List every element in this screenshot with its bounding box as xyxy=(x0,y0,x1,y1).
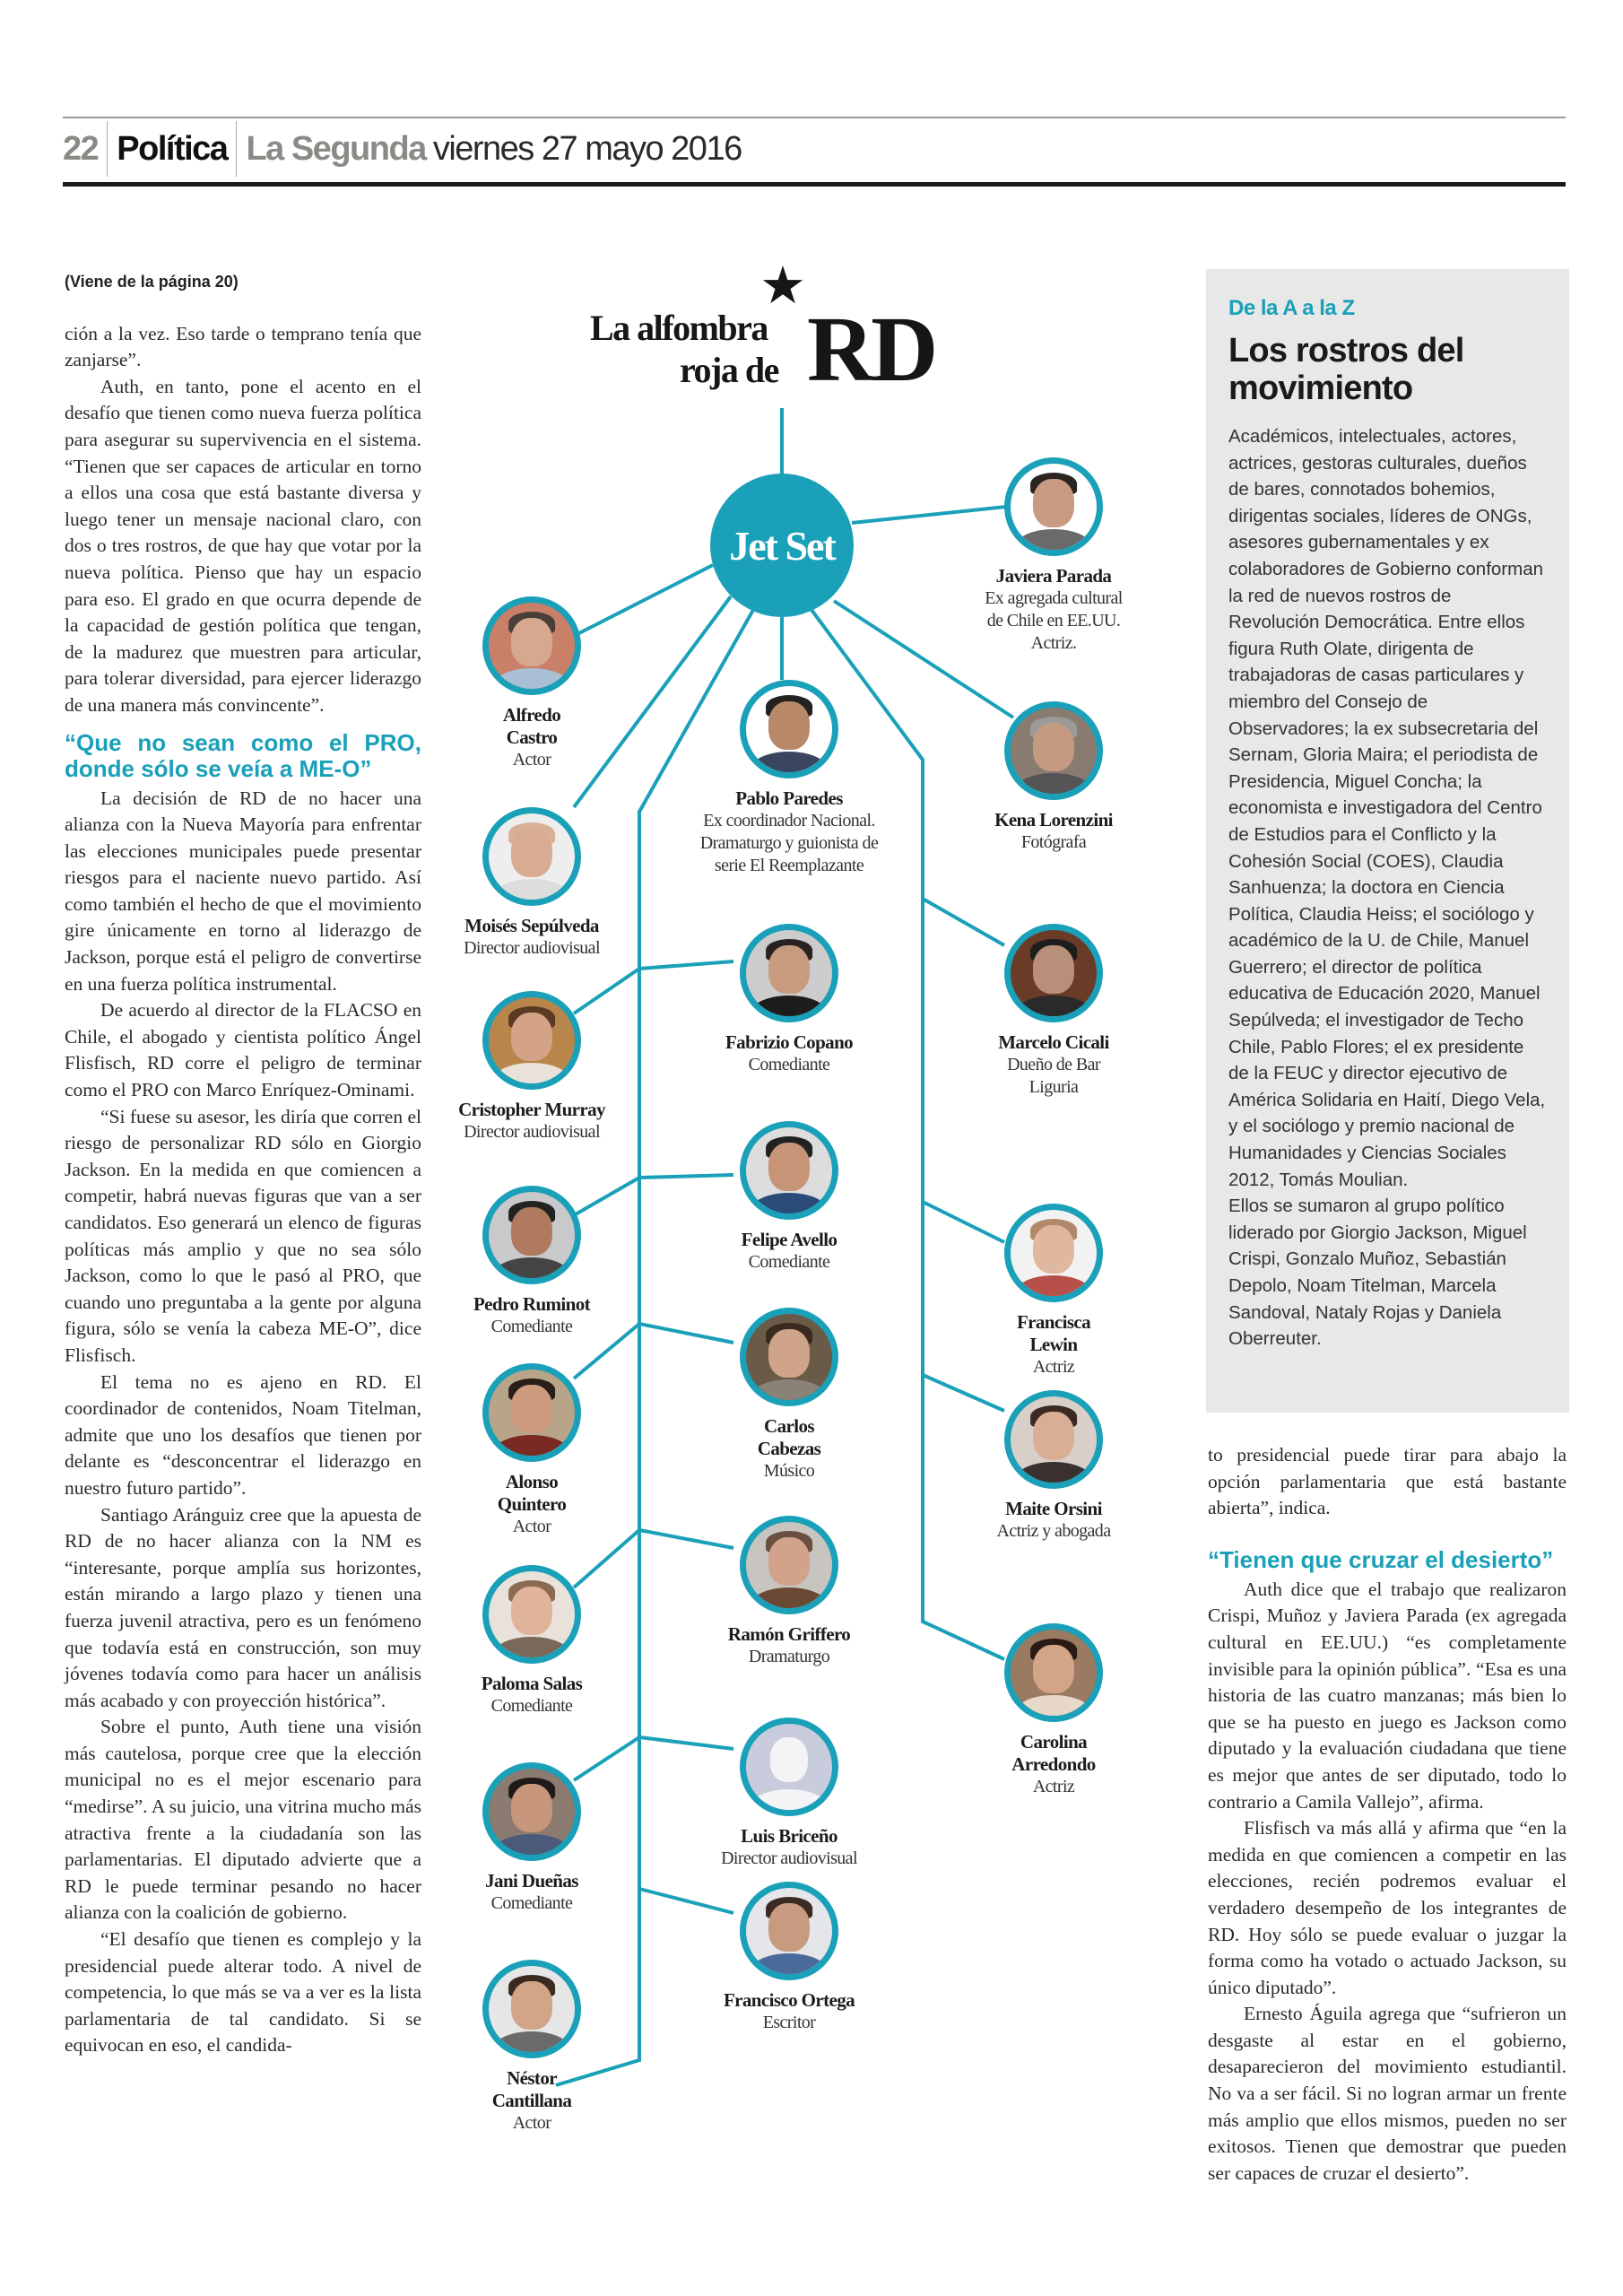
article-paragraph: Flisfisch va más allá y afirma que “en la medida en que comiencen a competir en las elecciones, recién podremos evaluar el verdadero desempeño de los integrantes de RD. Hoy sólo se puede evaluar o juzgar la forma como ha votado o actuado Jackson, su único diputado”. xyxy=(1208,1817,1567,1998)
continued-from-label: (Viene de la página 20) xyxy=(65,273,239,291)
person-role: Dramaturgo xyxy=(748,1647,830,1666)
person-node xyxy=(686,1121,892,1274)
person-node xyxy=(429,807,635,960)
person-role: Actriz xyxy=(1032,1357,1075,1377)
person-photo xyxy=(482,596,581,695)
person-node xyxy=(686,1882,892,2034)
person-photo xyxy=(740,680,838,778)
article-paragraph: ción a la vez. Eso tarde o temprano tenía que zanjarse”. xyxy=(65,322,421,371)
person-photo xyxy=(482,807,581,906)
person-node xyxy=(429,991,635,1144)
person-name: Ramón Griffero xyxy=(727,1623,851,1645)
header-bottom-rule xyxy=(63,182,1566,187)
person-node xyxy=(950,457,1157,655)
person-role: Comediante xyxy=(490,1696,573,1716)
person-role: Comediante xyxy=(490,1893,573,1913)
person-name: Alfredo Castro xyxy=(502,704,561,748)
article-paragraph: Santiago Aránguiz cree que la apuesta de RD de no hacer alianza con la NM es “interesante, porque amplía sus horizontes, están mirando a largo plazo y tienen una fuerza juvenil atractiva, pero es un fenómeno que todavía está en construcción, son muy jóvenes todavía como para hacer un análisis más acabado y con proyección histórica”. xyxy=(65,1503,421,1711)
person-photo xyxy=(1004,457,1103,556)
left-article-column xyxy=(65,269,421,2059)
person-photo xyxy=(1004,1204,1103,1302)
person-node xyxy=(950,1204,1157,1378)
person-name: Pedro Ruminot xyxy=(473,1293,591,1315)
person-role: Ex coordinador Nacional. Dramaturgo y guionista de serie El Reemplazante xyxy=(699,811,879,875)
person-role: Director audiovisual xyxy=(721,1848,857,1868)
person-name: Kena Lorenzini xyxy=(994,809,1113,831)
article-paragraph: La decisión de RD de no hacer una alianza con la Nueva Mayoría para enfrentar las elecciones municipales puede presentar riesgos para el naciente nuevo partido. Así como también el hecho de que el movimiento gire únicamente en torno al liderazgo de Jackson, porque está el peligro de convertirse en una fuerza política instrumental. xyxy=(65,787,421,995)
person-node xyxy=(686,924,892,1076)
person-node xyxy=(950,1623,1157,1798)
person-photo xyxy=(740,1121,838,1220)
person-role: Comediante xyxy=(748,1252,830,1272)
person-name: Javiera Parada xyxy=(995,565,1112,587)
person-role: Comediante xyxy=(490,1317,573,1336)
person-photo xyxy=(1004,1390,1103,1489)
person-role: Actor xyxy=(512,1517,551,1536)
person-name: Francisco Ortega xyxy=(723,1989,855,2011)
header-top-rule xyxy=(63,117,1566,118)
person-node xyxy=(686,1308,892,1483)
person-name: Cristopher Murray xyxy=(458,1099,605,1120)
person-photo xyxy=(740,1516,838,1614)
person-role: Actriz y abogada xyxy=(996,1521,1111,1541)
person-role: Actriz xyxy=(1032,1777,1075,1796)
section-name: Política xyxy=(108,121,237,177)
person-node xyxy=(686,680,892,877)
person-name: Luis Briceño xyxy=(741,1825,838,1847)
person-photo xyxy=(482,1186,581,1284)
person-node xyxy=(429,1565,635,1718)
person-name: Moisés Sepúlveda xyxy=(464,915,599,936)
person-name: Alonso Quintero xyxy=(497,1471,567,1515)
person-role: Ex agregada cultural de Chile en EE.UU. Actriz. xyxy=(985,588,1123,653)
article-paragraph: Ernesto Águila agrega que “sufrieron un desgaste al estar en el gobierno, desaparecieron del movimiento estudiantil. No va a ser fácil. Si no logran armar un frente más amplio que ellos mismos, pueden no ser exitosos. Tienen que demostrar que pueden ser capaces de cruzar el desierto”. xyxy=(1208,2003,1567,2184)
article-paragraph: Auth dice que el trabajo que realizaron Crispi, Muñoz y Javiera Parada (ex agregada cultural en EE.UU.) “es completamente invisible para la opinión pública”. “Esa es una historia de las cuatro manzanas; más bien lo que se ha puesto en juego es Jackson como diputado y la evaluación ciudadana que tiene es mejor que antes de ser diputado, todo lo contrario a Camila Vallejo”, afirma. xyxy=(1208,1578,1567,1813)
person-photo xyxy=(482,1565,581,1664)
person-name: Pablo Paredes xyxy=(735,787,843,809)
person-name: Carlos Cabezas xyxy=(757,1415,821,1459)
person-node xyxy=(429,1762,635,1915)
sidebar-paragraph: Académicos, intelectuales, actores, actrices, gestoras culturales, dueños de bares, connotados bohemios, dirigentas sociales, líderes de ONGs, asesores gubernamentales y ex colaboradores de Gobierno conforman la red de nuevos rostros de Revolución Democrática. Entre ellos figura Ruth Olate, dirigenta de trabajadoras de casas particulares y miembro del Consejo de Observadores; la ex subsecretaria del Sernam, Gloria Maira; el periodista de Presidencia, Miguel Concha; la economista e investigadora del Centro de Estudios para el Conflicto y la Cohesión Social (COES), Claudia Sanhuenza; la doctora en Ciencia Política, Claudia Heiss; el sociólogo y académico de la U. de Chile, Manuel Guerrero; el director de política educativa de Educación 2020, Manuel Sepúlveda; el investigador de Techo Chile, Pablo Flores; el ex presidente de la FEUC y director ejecutivo de América Solidaria en Haití, Diego Vela, y el sociólogo y premio nacional de Humanidades y Ciencias Sociales 2012, Tomás Moulian. xyxy=(1228,426,1546,1190)
person-role: Actor xyxy=(512,2113,551,2133)
page-header xyxy=(63,120,742,178)
sidebar-title: Los rostros del movimiento xyxy=(1228,332,1464,407)
article-paragraph: De acuerdo al director de la FLACSO en Chile, el abogado y cientista político Ángel Flisfisch, RD corre el peligro de terminar como el PRO con Marco Enríquez-Ominami. xyxy=(65,999,421,1101)
publication-name: La Segunda xyxy=(246,129,426,168)
person-name: Carolina Arredondo xyxy=(1011,1731,1096,1775)
issue-date: viernes 27 mayo 2016 xyxy=(432,129,742,168)
right-article-column xyxy=(1208,1442,1567,2187)
person-role: Director audiovisual xyxy=(464,938,600,958)
article-paragraph: “El desafío que tienen es complejo y la presidencial puede alterar todo. A nivel de competencia, lo que más se va a ver es la lista parlamentaria de tal candidato. Si se equivocan en eso, el candida- xyxy=(65,1928,421,2057)
article-paragraph: to presidencial puede tirar para abajo la opción parlamentaria que está bastante abierta”, indica. xyxy=(1208,1444,1567,1519)
person-role: Actor xyxy=(512,750,551,770)
person-role: Director audiovisual xyxy=(464,1122,600,1142)
person-node xyxy=(429,1186,635,1338)
person-node xyxy=(429,596,635,771)
person-photo xyxy=(740,1308,838,1406)
person-name: Jani Dueñas xyxy=(485,1870,578,1892)
infographic-title-line1: La alfombra xyxy=(590,308,768,348)
person-photo xyxy=(1004,701,1103,800)
person-role: Dueño de Bar Liguria xyxy=(1007,1055,1100,1097)
person-name: Maite Orsini xyxy=(1005,1498,1102,1519)
person-photo xyxy=(740,1882,838,1980)
person-role: Escritor xyxy=(762,2013,816,2032)
person-photo xyxy=(1004,1623,1103,1722)
person-node xyxy=(950,924,1157,1099)
article-subhead: “Tienen que cruzar el desierto” xyxy=(1208,1545,1554,1573)
person-photo xyxy=(1004,924,1103,1022)
person-node xyxy=(950,1390,1157,1543)
article-paragraph: “Si fuese su asesor, les diría que corren el riesgo de personalizar RD sólo en Giorgio Jackson. En la medida en que comiencen a competir, habrá nuevas figuras que van a ser candidatos. Eso generará un elenco de figuras políticas más amplio y que no sea sólo Jackson, como lo que le pasó al PRO, que cuando uno preguntaba a la gente por alguna figura, sólo se venía la cabeza ME-O”, dice Flisfisch. xyxy=(65,1105,421,1366)
person-photo xyxy=(482,1960,581,2058)
article-paragraph: Sobre el punto, Auth tiene una visión más cautelosa, porque cree que la elección municipal no es el mejor escenario para “medirse”. A su juicio, una vitrina mucho más atractiva frente a la ciudadanía son las parlamentarias. El diputado advierte que a RD le puede terminar pesando no hacer alianza con la coalición de gobierno. xyxy=(65,1716,421,1924)
person-photo xyxy=(482,991,581,1090)
placeholder-avatar-icon xyxy=(740,1718,838,1816)
hub-label: Jet Set xyxy=(729,522,835,569)
person-name: Fabrizio Copano xyxy=(725,1031,854,1053)
person-role: Comediante xyxy=(748,1055,830,1074)
person-photo xyxy=(482,1762,581,1861)
person-node xyxy=(429,1363,635,1538)
article-paragraph: El tema no es ajeno en RD. El coordinador de contenidos, Noam Titelman, admite que uno los desafíos que tienen por delante es “desconcentrar el liderazgo en nuestro futuro partido”. xyxy=(65,1370,421,1499)
person-name: Marcelo Cicali xyxy=(998,1031,1109,1053)
article-paragraph: Auth, en tanto, pone el acento en el desafío que tienen como nueva fuerza política para asegurar su supervivencia en el sistema. “Tienen que ser capaces de articular en torno a ellos una cosa que está bastante diversa y luego tener un mensaje nacional claro, con dos o tres rostros, de que hay que votar por la nueva política. Pienso que hay un espacio para eso. El grado en que ocurra depende de la capacidad de gestión política que tengan, de la madurez que muestren para articular, para tolerar diversidad, para ejercer liderazgo de una manera más convincente”. xyxy=(65,375,421,716)
jet-set-hub xyxy=(710,474,854,617)
person-node xyxy=(950,701,1157,854)
infographic-title-line2: roja de xyxy=(680,350,778,390)
sidebar-box xyxy=(1206,269,1569,1413)
person-role: Músico xyxy=(763,1461,815,1481)
person-name: Paloma Salas xyxy=(481,1673,583,1694)
article-subhead: “Que no sean como el PRO, donde sólo se veía a ME-O” xyxy=(65,728,421,782)
person-name: Felipe Avello xyxy=(741,1229,838,1250)
person-photo xyxy=(740,924,838,1022)
person-node xyxy=(686,1718,892,1870)
person-node xyxy=(686,1516,892,1668)
infographic-title-rd: RD xyxy=(807,298,935,401)
person-photo xyxy=(482,1363,581,1462)
sidebar-paragraph: Ellos se sumaron al grupo político liderado por Giorgio Jackson, Miguel Crispi, Gonzalo Muñoz, Sebastián Depolo, Noam Titelman, Marcela Sandoval, Nataly Rojas y Daniela Oberreuter. xyxy=(1228,1196,1527,1350)
person-name: Francisca Lewin xyxy=(1016,1311,1091,1355)
sidebar-body xyxy=(1228,423,1547,1352)
page-number: 22 xyxy=(63,121,108,177)
person-node xyxy=(429,1960,635,2135)
star-icon: ★ xyxy=(759,257,806,315)
person-name: Néstor Cantillana xyxy=(491,2067,572,2111)
sidebar-kicker: De la A a la Z xyxy=(1228,296,1355,320)
person-role: Fotógrafa xyxy=(1020,832,1087,852)
